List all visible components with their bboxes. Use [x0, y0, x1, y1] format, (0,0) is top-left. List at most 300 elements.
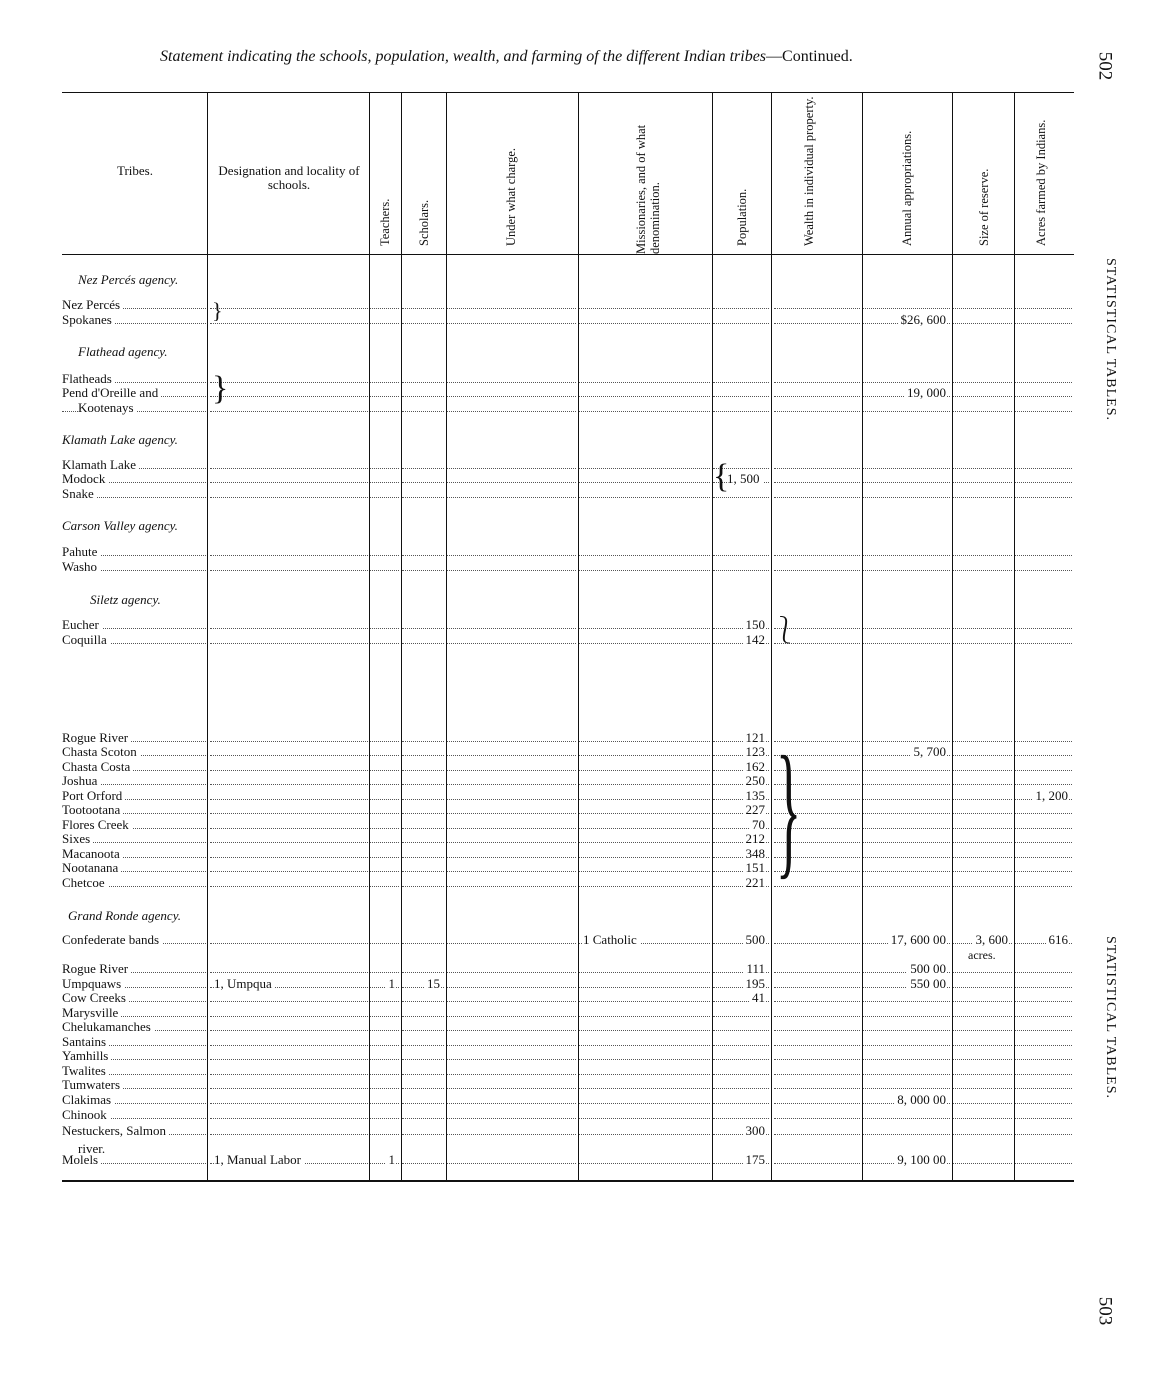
col-teachers: [370, 458, 399, 472]
col-scholars: [402, 472, 444, 486]
dot-leader: [447, 555, 576, 556]
dot-leader: [579, 411, 710, 412]
col-tribe: [62, 832, 206, 846]
tribe-name: Klamath Lake: [62, 458, 139, 472]
dot-leader: [863, 784, 950, 785]
dot-leader: [447, 770, 576, 771]
col-charge: [447, 803, 576, 817]
table-row: [62, 1035, 1074, 1049]
col-scholars: [402, 458, 444, 472]
table-row: [62, 789, 1074, 803]
col-pop: [713, 560, 769, 574]
dot-leader: [863, 1134, 950, 1135]
dot-leader: [402, 1134, 444, 1135]
tribe-name: Kootenays: [78, 401, 137, 415]
col-tribe: [62, 618, 206, 632]
table-row: [62, 933, 1074, 947]
dot-leader: [210, 482, 368, 483]
dot-leader: [863, 1088, 950, 1089]
dot-leader: [1015, 741, 1072, 742]
dot-leader: [402, 1016, 444, 1017]
tribe-name: Spokanes: [62, 313, 115, 327]
col-miss: [579, 803, 710, 817]
col-reserve: [953, 789, 1012, 803]
col-approp: [863, 1108, 950, 1122]
col-approp: [863, 962, 950, 976]
col-reserve: [953, 774, 1012, 788]
dot-leader: [447, 972, 576, 973]
col-miss: [579, 876, 710, 890]
col-approp: [863, 803, 950, 817]
col-teachers: [370, 472, 399, 486]
table-row: [62, 760, 1074, 774]
dot-leader: [953, 643, 1012, 644]
col-acres: [1015, 847, 1072, 861]
col-scholars: [402, 977, 444, 991]
col-pop: [713, 1006, 769, 1020]
tribe-name: Confederate bands: [62, 933, 162, 947]
tribe-name: Flatheads: [62, 372, 115, 386]
col-charge: [447, 1049, 576, 1063]
col-teachers: [370, 745, 399, 759]
col-miss: [579, 298, 710, 312]
col-acres: [1015, 386, 1072, 400]
dot-leader: [774, 1045, 860, 1046]
col-miss: [579, 977, 710, 991]
dot-leader: [370, 497, 399, 498]
col-reserve: [953, 298, 1012, 312]
col-reserve: [953, 1064, 1012, 1078]
col-tribe: [62, 487, 206, 501]
col-approp: [863, 933, 950, 947]
col-tribe: [62, 1093, 206, 1107]
table-row: [62, 1124, 1074, 1138]
dot-leader: [402, 1163, 444, 1164]
dot-leader: [579, 972, 710, 973]
col-scholars: [402, 1049, 444, 1063]
brace-nez: }: [212, 298, 223, 323]
col-scholars: [402, 803, 444, 817]
col-pop: [713, 372, 769, 386]
col-scholars: [402, 1108, 444, 1122]
dot-leader: [402, 972, 444, 973]
col-charge: [447, 861, 576, 875]
dot-leader: [370, 1118, 399, 1119]
dot-leader: [953, 972, 1012, 973]
dot-leader: [447, 1016, 576, 1017]
col-reserve: [953, 618, 1012, 632]
col-tribe: [62, 545, 206, 559]
dot-leader: [953, 382, 1012, 383]
col-charge: [447, 991, 576, 1005]
col-design: [210, 832, 368, 846]
dot-leader: [402, 755, 444, 756]
table-row: [62, 977, 1074, 991]
cell-value: 162: [743, 760, 766, 774]
col-design: [210, 1049, 368, 1063]
col-charge: [447, 386, 576, 400]
col-acres: [1015, 1153, 1072, 1167]
col-teachers: [370, 1124, 399, 1138]
col-design: [210, 633, 368, 647]
col-acres: [1015, 1078, 1072, 1092]
col-approp: [863, 832, 950, 846]
cell-value: 616: [1046, 933, 1069, 947]
col-design: [210, 1108, 368, 1122]
dot-leader: [447, 784, 576, 785]
dot-leader: [402, 1059, 444, 1060]
col-approp: [863, 472, 950, 486]
dot-leader: [863, 1045, 950, 1046]
col-reserve: [953, 458, 1012, 472]
col-acres: [1015, 789, 1072, 803]
col-miss: [579, 861, 710, 875]
dot-leader: [863, 741, 950, 742]
dot-leader: [953, 871, 1012, 872]
col-acres: [1015, 1108, 1072, 1122]
dot-leader: [774, 1016, 860, 1017]
col-approp: [863, 977, 950, 991]
col-reserve: [953, 560, 1012, 574]
col-wealth: [774, 298, 860, 312]
col-charge: [447, 745, 576, 759]
col-approp: [863, 1006, 950, 1020]
dot-leader: [370, 972, 399, 973]
dot-leader: [447, 396, 576, 397]
col-design: [210, 545, 368, 559]
dot-leader: [210, 323, 368, 324]
dot-leader: [774, 497, 860, 498]
col-reserve: [953, 876, 1012, 890]
dot-leader: [210, 770, 368, 771]
col-approp: [863, 1020, 950, 1034]
col-acres: [1015, 803, 1072, 817]
dot-leader: [953, 323, 1012, 324]
dot-leader: [210, 1059, 368, 1060]
section-carson: Carson Valley agency.: [62, 518, 178, 533]
dot-leader: [210, 972, 368, 973]
table-row: [62, 818, 1074, 832]
col-tribe: [62, 977, 206, 991]
col-approp: [863, 1049, 950, 1063]
col-reserve: [953, 1153, 1012, 1167]
col-charge: [447, 1093, 576, 1107]
dot-leader: [1015, 1134, 1072, 1135]
col-teachers: [370, 1064, 399, 1078]
col-approp: [863, 298, 950, 312]
col-wealth: [774, 933, 860, 947]
table-row: [62, 545, 1074, 559]
col-teachers: [370, 560, 399, 574]
dot-leader: [210, 828, 368, 829]
col-design: [210, 818, 368, 832]
dot-leader: [447, 1088, 576, 1089]
col-miss: [579, 458, 710, 472]
col-teachers: [370, 760, 399, 774]
col-design: [210, 1078, 368, 1092]
dot-leader: [210, 468, 368, 469]
table-bottom-rule: [62, 1180, 1074, 1182]
dot-leader: [1015, 972, 1072, 973]
table-row: [62, 1078, 1074, 1092]
dot-leader: [713, 570, 769, 571]
dot-leader: [402, 770, 444, 771]
col-approp: [863, 618, 950, 632]
dot-leader: [579, 482, 710, 483]
col-reserve: [953, 731, 1012, 745]
col-tribe: [62, 1124, 206, 1138]
dot-leader: [210, 871, 368, 872]
cell-value: 550 00: [907, 977, 946, 991]
dot-leader: [953, 828, 1012, 829]
running-head-bottom: STATISTICAL TABLES.: [1103, 936, 1118, 1099]
dot-leader: [953, 1163, 1012, 1164]
dot-leader: [447, 643, 576, 644]
col-teachers: [370, 298, 399, 312]
dot-leader: [579, 643, 710, 644]
col-approp: [863, 313, 950, 327]
cell-value: 111: [743, 962, 765, 976]
dot-leader: [863, 411, 950, 412]
dot-leader: [579, 497, 710, 498]
col-acres: [1015, 962, 1072, 976]
dot-leader: [579, 1074, 710, 1075]
dot-leader: [953, 1134, 1012, 1135]
dot-leader: [1015, 828, 1072, 829]
dot-leader: [370, 1059, 399, 1060]
dot-leader: [953, 886, 1012, 887]
col-reserve: [953, 545, 1012, 559]
cell-value: 1 Catholic: [583, 933, 640, 947]
col-scholars: [402, 861, 444, 875]
dot-leader: [774, 1088, 860, 1089]
tribe-name: Chelukamanches: [62, 1020, 154, 1034]
col-tribe: [62, 861, 206, 875]
col-teachers: [370, 803, 399, 817]
col-teachers: [370, 618, 399, 632]
col-miss: [579, 789, 710, 803]
dot-leader: [863, 308, 950, 309]
dot-leader: [447, 497, 576, 498]
col-scholars: [402, 401, 444, 415]
col-approp: [863, 1078, 950, 1092]
col-tribe: [62, 1108, 206, 1122]
dot-leader: [579, 308, 710, 309]
header-acres: Acres farmed by Indians.: [1034, 119, 1048, 246]
dot-leader: [1015, 497, 1072, 498]
section-flathead: Flathead agency.: [78, 344, 168, 359]
dot-leader: [370, 943, 399, 944]
dot-leader: [370, 1134, 399, 1135]
col-miss: [579, 1006, 710, 1020]
cell-value: 9, 100 00: [894, 1153, 946, 1167]
dot-leader: [1015, 770, 1072, 771]
dot-leader: [579, 1045, 710, 1046]
dot-leader: [402, 886, 444, 887]
col-pop: [713, 803, 769, 817]
col-approp: [863, 1064, 950, 1078]
section-siletz: Siletz agency.: [90, 592, 161, 607]
table-row: [62, 832, 1074, 846]
dot-leader: [1015, 842, 1072, 843]
col-teachers: [370, 545, 399, 559]
col-design: [210, 458, 368, 472]
col-design: [210, 487, 368, 501]
col-pop: [713, 991, 769, 1005]
dot-leader: [1015, 886, 1072, 887]
dot-leader: [370, 813, 399, 814]
col-tribe: [62, 876, 206, 890]
dot-leader: [370, 828, 399, 829]
col-design: [210, 861, 368, 875]
dot-leader: [1015, 555, 1072, 556]
dot-leader: [402, 570, 444, 571]
col-teachers: [370, 1006, 399, 1020]
col-approp: [863, 774, 950, 788]
col-scholars: [402, 1020, 444, 1034]
col-pop: [713, 745, 769, 759]
col-reserve: [953, 1006, 1012, 1020]
dot-leader: [953, 741, 1012, 742]
col-pop: [713, 962, 769, 976]
dot-leader: [1015, 396, 1072, 397]
col-pop: [713, 1078, 769, 1092]
col-wealth: [774, 401, 860, 415]
col-pop: [713, 618, 769, 632]
dot-leader: [579, 396, 710, 397]
tribe-name: Pahute: [62, 545, 100, 559]
col-wealth: [774, 560, 860, 574]
col-design: [210, 618, 368, 632]
dot-leader: [579, 1001, 710, 1002]
dot-leader: [863, 828, 950, 829]
col-approp: [863, 789, 950, 803]
dot-leader: [402, 411, 444, 412]
col-charge: [447, 977, 576, 991]
col-teachers: [370, 1078, 399, 1092]
col-reserve: [953, 832, 1012, 846]
dot-leader: [210, 1001, 368, 1002]
dot-leader: [579, 770, 710, 771]
col-design: [210, 876, 368, 890]
dot-leader: [713, 1074, 769, 1075]
dot-leader: [863, 886, 950, 887]
col-design: [210, 313, 368, 327]
dot-leader: [774, 1074, 860, 1075]
dot-leader: [863, 813, 950, 814]
dot-leader: [370, 857, 399, 858]
col-miss: [579, 818, 710, 832]
col-teachers: [370, 1153, 399, 1167]
dot-leader: [774, 1059, 860, 1060]
col-miss: [579, 372, 710, 386]
dot-leader: [447, 1074, 576, 1075]
dot-leader: [447, 411, 576, 412]
col-design: [210, 1093, 368, 1107]
col-charge: [447, 401, 576, 415]
dot-leader: [1015, 411, 1072, 412]
dot-leader: [953, 784, 1012, 785]
dot-leader: [953, 411, 1012, 412]
tribe-name: Sixes: [62, 832, 93, 846]
dot-leader: [1015, 1163, 1072, 1164]
col-tribe: [62, 774, 206, 788]
col-pop: [713, 298, 769, 312]
tribe-name: Molels: [62, 1153, 101, 1167]
table-row: [62, 1108, 1074, 1122]
dot-leader: [713, 323, 769, 324]
dot-leader: [447, 1001, 576, 1002]
dot-leader: [210, 396, 368, 397]
table-row: [62, 458, 1074, 472]
dot-leader: [402, 943, 444, 944]
dot-leader: [370, 411, 399, 412]
dot-leader: [447, 1134, 576, 1135]
dot-leader: [579, 1088, 710, 1089]
col-approp: [863, 1093, 950, 1107]
tribe-name: Umpquaws: [62, 977, 124, 991]
col-charge: [447, 1124, 576, 1138]
section-grand-ronde: Grand Ronde agency.: [68, 908, 182, 923]
dot-leader: [370, 1074, 399, 1075]
header-missionaries: Missionaries, and of what denomination.: [634, 124, 662, 254]
dot-leader: [863, 799, 950, 800]
cell-value: 15: [424, 977, 440, 991]
dot-leader: [210, 1134, 368, 1135]
dot-leader: [1015, 1016, 1072, 1017]
col-pop: [713, 386, 769, 400]
col-pop: [713, 933, 769, 947]
dot-leader: [210, 1030, 368, 1031]
dot-leader: [210, 886, 368, 887]
dot-leader: [953, 1016, 1012, 1017]
dot-leader: [863, 1030, 950, 1031]
col-wealth: [774, 991, 860, 1005]
col-wealth: [774, 1020, 860, 1034]
col-miss: [579, 832, 710, 846]
dot-leader: [953, 497, 1012, 498]
dot-leader: [774, 308, 860, 309]
dot-leader: [447, 1030, 576, 1031]
dot-leader: [210, 643, 368, 644]
dot-leader: [447, 468, 576, 469]
col-scholars: [402, 847, 444, 861]
col-scholars: [402, 962, 444, 976]
dot-leader: [210, 497, 368, 498]
dot-leader: [402, 323, 444, 324]
dot-leader: [713, 1030, 769, 1031]
col-teachers: [370, 847, 399, 861]
col-acres: [1015, 1049, 1072, 1063]
col-design: [210, 560, 368, 574]
section-nez-perces: Nez Percés agency.: [78, 272, 179, 287]
col-acres: [1015, 1093, 1072, 1107]
dot-leader: [370, 871, 399, 872]
col-teachers: [370, 774, 399, 788]
col-scholars: [402, 789, 444, 803]
col-teachers: [370, 832, 399, 846]
dot-leader: [447, 943, 576, 944]
col-approp: [863, 1153, 950, 1167]
dot-leader: [210, 1074, 368, 1075]
cell-value: 195: [743, 977, 766, 991]
col-scholars: [402, 760, 444, 774]
col-charge: [447, 1153, 576, 1167]
dot-leader: [402, 857, 444, 858]
dot-leader: [579, 987, 710, 988]
dot-leader: [210, 1088, 368, 1089]
col-miss: [579, 847, 710, 861]
